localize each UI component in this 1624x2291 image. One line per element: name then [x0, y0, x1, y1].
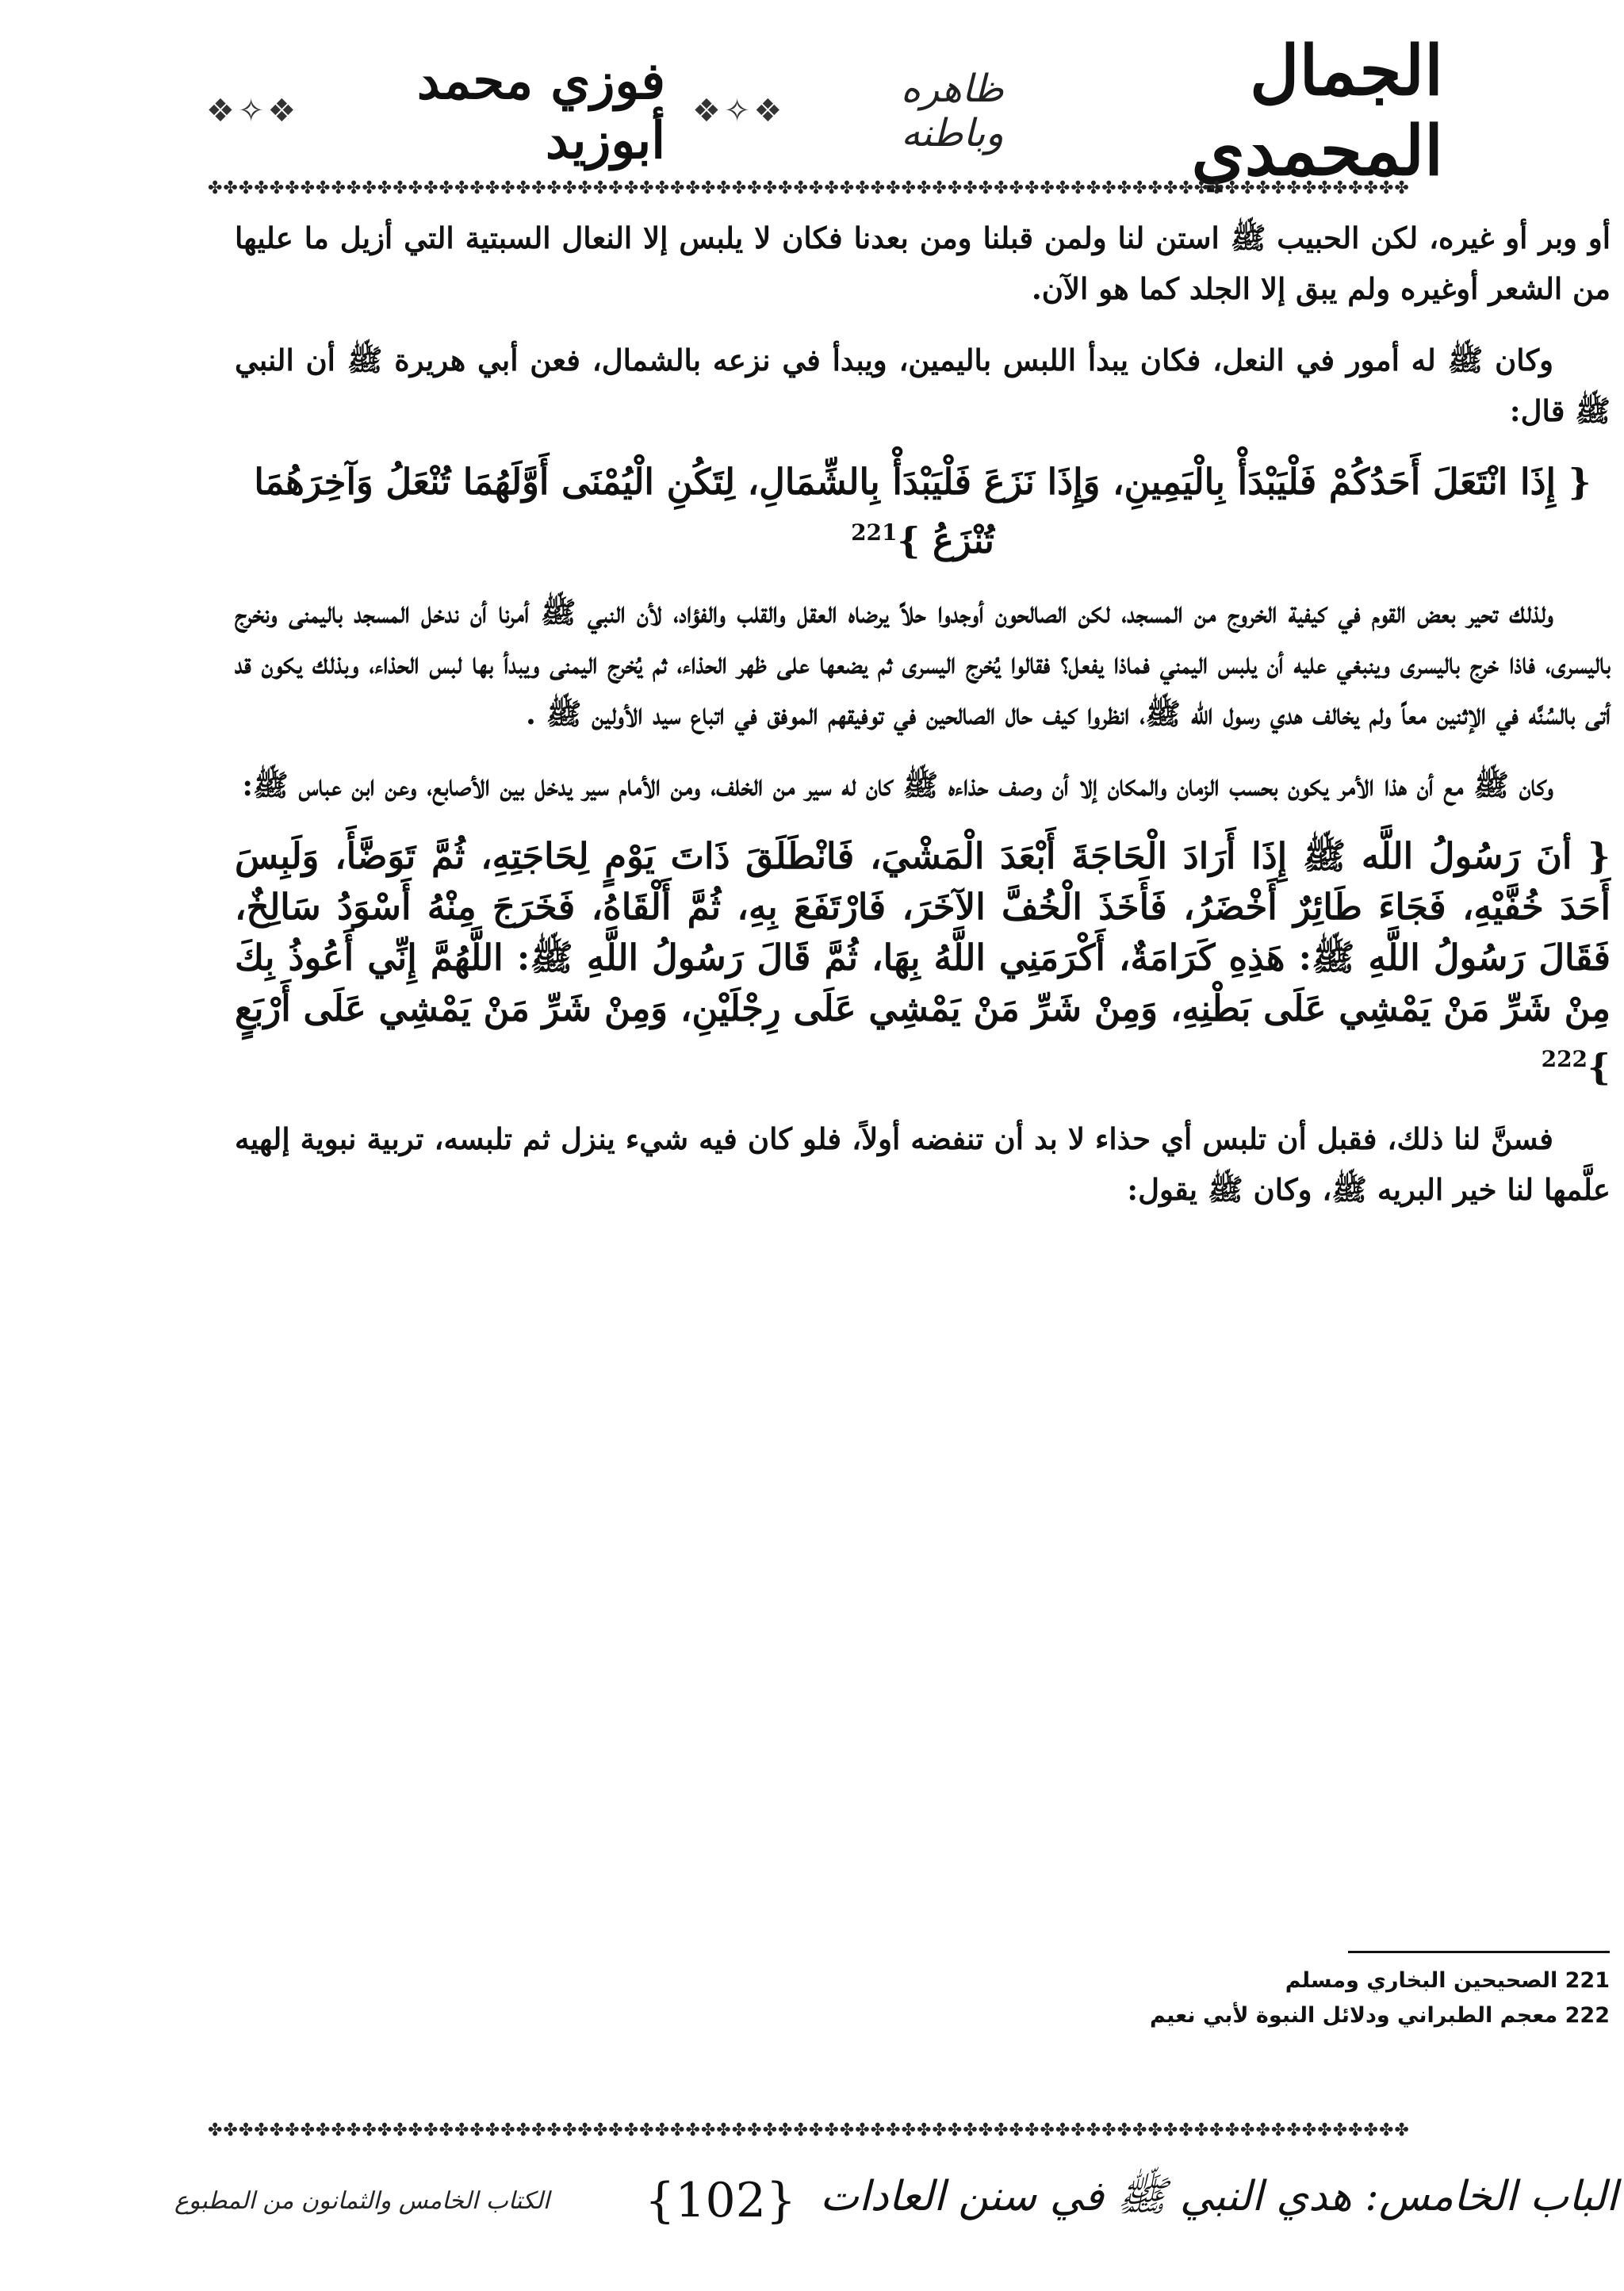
- chapter-title: الباب الخامس: هدي النبي ﷺ في سنن العادات: [820, 2172, 1618, 2220]
- book-title: الجمال المحمدي: [1191, 31, 1443, 191]
- footer-chapter-group: [637, 2171, 1618, 2231]
- page-number: {102}: [645, 2173, 797, 2228]
- footnote-item: 222 معجم الطبراني ودلائل النبوة لأبي نعيم: [1149, 2003, 1610, 2028]
- bottom-border-ornament: ✤✤✤✤✤✤✤✤✤✤✤✤✤✤✤✤✤✤✤✤✤✤✤✤✤✤✤✤✤✤✤✤✤✤✤✤✤✤✤✤✤✤✤✤✤✤✤✤✤✤✤✤✤✤✤✤✤✤✤✤✤✤✤✤✤✤✤✤✤✤✤✤✤✤✤✤✤✤: [208, 2121, 1410, 2140]
- page-header: [205, 31, 1443, 191]
- paragraph: أو وبر أو غيره، لكن الحبيب ﷺ استن لنا ولمن قبلنا ومن بعدنا فكان لا يلبس إلا النعال السبتية التي أزيل ما عليها من الشعر أوغيره ولم يبق إلا الجلد كما هو الآن.: [235, 220, 1611, 306]
- footnote-divider: [1348, 1951, 1610, 1953]
- paragraph: فسنَّ لنا ذلك، فقبل أن تلبس أي حذاء لا بد أن تنفضه أولاً، فلو كان فيه شيء ينزل ثم تلبسه، تربية نبوية إلهيه علَّمها لنا خير البريه ﷺ، وكان ﷺ يقول:: [235, 1121, 1611, 1207]
- main-text: [235, 213, 1611, 1236]
- hadith-text: { إِذَا انْتَعَلَ أَحَدُكُمْ فَلْيَبْدَأْ بِالْيَمِينِ، وَإِذَا نَزَعَ فَلْيَبْدَأْ بِالشِّمَالِ، لِتَكُنِ الْيُمْنَى أَوَّلَهُمَا تُنْعَلُ وَآخِرَهُمَا تُنْزَعُ }: [254, 461, 1591, 561]
- paragraph: ولذلك تحير بعض القوم في كيفية الخروج من المسجد، لكن الصالحون أوجدوا حلاً يرضاه العقل والقلب والفؤاد، لأن النبي ﷺ أمرنا أن ندخل المسجد باليمنى ونخرج باليسرى، فاذا خرج باليسرى وينبغي عليه أن يلبس اليمني فماذا يفعل؟ فقالوا يُخرج اليسرى ثم يضعها على ظهر الحذاء، ثم يُخرج اليمنى ويبدأ بها لبس الحذاء، وبذلك يكون قد أتى بالسُنَّه في الإثنين معاً ولم يخالف هدي رسول الله ﷺ، انظروا كيف حال الصالحين في توفيقهم الموفق في اتباع سيد الأولين ﷺ .: [235, 595, 1611, 731]
- page-footer: [174, 2165, 1618, 2236]
- ornament-icon: ❖✧❖: [692, 93, 786, 129]
- footnote-ref[interactable]: 221: [851, 519, 898, 546]
- hadith-quote: [235, 831, 1611, 1093]
- top-border-ornament: ✤✤✤✤✤✤✤✤✤✤✤✤✤✤✤✤✤✤✤✤✤✤✤✤✤✤✤✤✤✤✤✤✤✤✤✤✤✤✤✤✤✤✤✤✤✤✤✤✤✤✤✤✤✤✤✤✤✤✤✤✤✤✤✤✤✤✤✤✤✤✤✤✤✤✤✤✤✤: [208, 179, 1410, 198]
- book-subtitle: ظاهره وباطنه: [901, 67, 1004, 155]
- ornament-icon: ❖✧❖: [205, 93, 300, 129]
- series-note: الكتاب الخامس والثمانون من المطبوع: [174, 2186, 550, 2215]
- hadith-quote: [235, 457, 1611, 566]
- hadith-text: { أنَ رَسُولُ اللَّه ﷺ إِذَا أَرَادَ الْحَاجَةَ أَبْعَدَ الْمَشْيَ، فَانْطَلَقَ ذَاتَ يَوْمٍ لِحَاجَتِهِ، ثُمَّ تَوَضَّأَ، وَلَبِسَ أَحَدَ خُفَّيْهِ، فَجَاءَ طَائِرٌ أَخْضَرُ، فَأَخَذَ الْخُفَّ الآخَرَ، فَارْتَفَعَ بِهِ، ثُمَّ أَلْقَاهُ، فَخَرَجَ مِنْهُ أَسْوَدُ سَالِخٌ، فَقَالَ رَسُولُ اللَّهِ ﷺ: هَذِهِ كَرَامَةٌ، أَكْرَمَنِي اللَّهُ بِهَا، ثُمَّ قَالَ رَسُولُ اللَّهِ ﷺ: اللَّهُمَّ إِنِّي أَعُوذُ بِكَ مِنْ شَرِّ مَنْ يَمْشِي عَلَى بَطْنِهِ، وَمِنْ شَرِّ مَنْ يَمْشِي عَلَى رِجْلَيْنِ، وَمِنْ شَرِّ مَنْ يَمْشِي عَلَى أَرْبَعٍ }: [235, 835, 1611, 1088]
- paragraph: وكان ﷺ له أمور في النعل، فكان يبدأ اللبس باليمين، ويبدأ في نزعه بالشمال، فعن أبي هريرة ﷺ أن النبي ﷺ قال:: [235, 343, 1611, 428]
- author-name: فوزي محمد أبوزيد: [416, 52, 665, 170]
- footnotes: [1031, 1963, 1610, 2033]
- footnote-ref[interactable]: 222: [1541, 1046, 1588, 1072]
- paragraph: وكان ﷺ مع أن هذا الأمر يكون بحسب الزمان والمكان إلا أن وصف حذاءه ﷺ كان له سير من الخلف، ومن الأمام سير يدخل بين الأصابع، وعن ابن عباس ﷺ:: [242, 768, 1553, 803]
- footnote-item: 221 الصحيحين البخاري ومسلم: [1285, 1968, 1610, 1993]
